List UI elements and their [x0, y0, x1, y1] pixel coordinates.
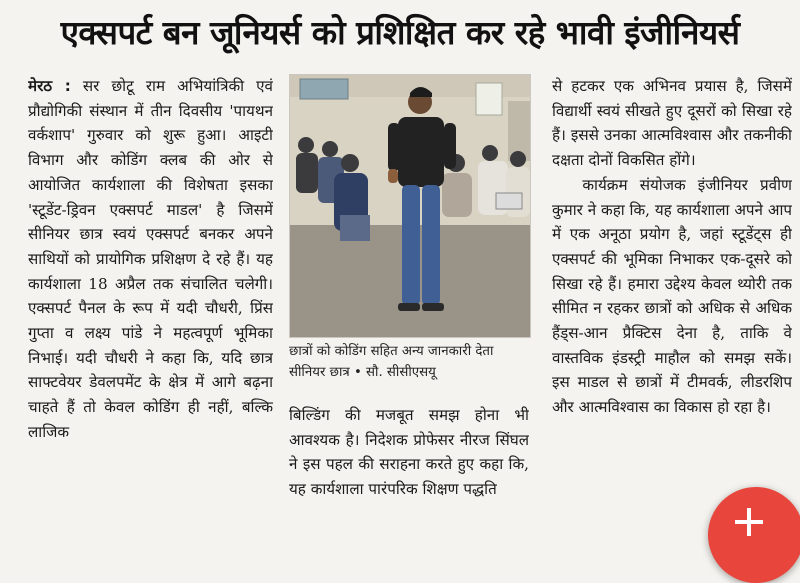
article-paragraph — [28, 74, 273, 445]
article-column-3 — [552, 74, 792, 539]
article-column-2 — [289, 403, 529, 539]
article-column-1 — [28, 74, 273, 539]
paragraph-text: बिल्डिंग की मजबूत समझ होना भी आवश्यक है। निदेशक प्रोफेसर नीरज सिंघल ने इस पहल की सराहना करते हुए कहा कि, यह कार्यशाला पारंपरिक शिक्षण पद्धति — [289, 406, 529, 499]
paragraph-text: कार्यक्रम संयोजक इंजीनियर प्रवीण कुमार ने कहा कि, यह कार्यशाला अपने आप में एक अनूठा प्रयोग है, जहां स्टूडेंट्स ही एक्सपर्ट की भूमिका निभाकर एक-दूसरे को सिखा रहे हैं। हमारा उद्देश्य केवल थ्योरी तक सीमित न रहकर छात्रों को अधिक से अधिक हैंड्स-आन प्रैक्टिस देना है, ताकि वे वास्तविक इंडस्ट्री माहौल को समझ सकें। इस माडल से छात्रों में टीमवर्क, लीडरशिप और आत्मविश्वास का विकास हो रहा है। — [552, 175, 792, 417]
article-photo — [289, 74, 531, 338]
floating-action-button[interactable] — [708, 487, 800, 583]
photo-illustration — [290, 75, 530, 337]
article-headline: एक्सपर्ट बन जूनियर्स को प्रशिक्षित कर रहे भावी इंजीनियर्स — [60, 13, 740, 52]
photo-caption: छात्रों को कोडिंग सहित अन्य जानकारी देता सीनियर छात्र • सौ. सीसीएसयू — [289, 344, 494, 380]
paragraph-text: सर छोटू राम अभियांत्रिकी एवं प्रौद्योगिकी संस्थान में तीन दिवसीय 'पायथन वर्कशाप' गुरुवार को शुरू हुआ। आइटी विभाग और कोडिंग क्लब की ओर से आयोजित कार्यशाला की विशेषता इसका 'स्टूडेंट-ड्रिवन एक्सपर्ट माडल' है जिसमें सीनियर छात्र स्वयं एक्सपर्ट बनकर अपने साथियों को प्रायोगिक प्रशिक्षण दे रहे हैं। यह कार्यशाला 18 अप्रैल तक संचालित चलेगी। एक्सपर्ट पैनल के रूप में यदी चौधरी, प्रिंस गुप्ता व लक्ष्य पांडे ने महत्वपूर्ण भूमिका निभाई। यदी चौधरी ने कहा कि, यदि छात्र साफ्टवेयर डेवलपमेंट के क्षेत्र में आगे बढ़ना चाहते हैं तो केवल कोडिंग ही नहीं, बल्कि लाजिक — [28, 77, 273, 441]
paragraph-text: से हटकर एक अभिनव प्रयास है, जिसमें विद्यार्थी स्वयं सीखते हुए दूसरों को सिखा रहे हैं। इससे उनका आत्मविश्वास और तकनीकी दक्षता दोनों विकसित होंगे। — [552, 77, 792, 170]
plus-icon — [747, 508, 751, 536]
dateline: मेरठ : — [28, 77, 71, 95]
